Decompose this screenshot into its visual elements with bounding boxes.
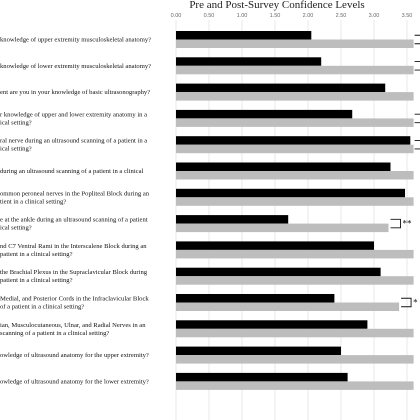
bracket-stub bbox=[415, 35, 420, 44]
bar-black bbox=[176, 347, 341, 356]
bar-gray bbox=[176, 224, 389, 233]
bar-gray bbox=[176, 40, 414, 49]
bars bbox=[176, 31, 414, 390]
category-label: the Brachial Plexus in the Supraclavicular Block during bbox=[0, 269, 148, 277]
bracket-stub bbox=[415, 62, 420, 71]
bar-black bbox=[176, 163, 391, 172]
bar-gray bbox=[176, 381, 414, 390]
bar-gray bbox=[176, 329, 414, 338]
bar-black bbox=[176, 110, 352, 119]
x-tick-label: 2.50 bbox=[335, 13, 347, 19]
bar-black bbox=[176, 215, 288, 224]
category-label: Medial, and Posterior Cords in the Infraclavicular Block bbox=[0, 295, 149, 303]
x-tick-label: 3.50 bbox=[401, 13, 413, 19]
significance-marker: ** bbox=[402, 218, 412, 229]
bar-black bbox=[176, 241, 374, 250]
x-tick-label: 0.00 bbox=[170, 13, 182, 19]
bar-black bbox=[176, 136, 410, 145]
significance-marker: * bbox=[413, 297, 418, 308]
x-tick-label: 3.00 bbox=[368, 13, 380, 19]
bar-gray bbox=[176, 197, 414, 206]
bar-gray bbox=[176, 276, 414, 285]
category-label: knowledge of lower extremity musculoskeletal anatomy? bbox=[0, 62, 152, 70]
bar-black bbox=[176, 189, 405, 198]
bracket-stub bbox=[415, 140, 420, 149]
category-label: patient in a clinical setting? bbox=[0, 250, 73, 258]
bar-gray bbox=[176, 145, 414, 154]
category-label: ical setting? bbox=[0, 119, 32, 127]
x-axis-ticks bbox=[171, 13, 413, 19]
category-label: patient in a clinical setting? bbox=[0, 277, 73, 285]
bar-gray bbox=[176, 118, 414, 127]
x-tick-label: 0.50 bbox=[203, 13, 215, 19]
bar-black bbox=[176, 294, 334, 303]
category-label: owledge of ultrasound anatomy for the lower extremity? bbox=[0, 378, 149, 386]
significance-bracket bbox=[401, 298, 411, 307]
category-label: ral nerve during an ultrasound scanning of a patient in a bbox=[0, 137, 148, 145]
bracket-stub bbox=[415, 114, 420, 123]
significance-bracket bbox=[391, 219, 401, 228]
bar-black bbox=[176, 320, 367, 329]
bar-black bbox=[176, 57, 321, 66]
bar-gray bbox=[176, 171, 414, 180]
category-label: during an ultrasound scanning of a patient in a clinical bbox=[0, 168, 144, 175]
x-tick-label: 1.00 bbox=[236, 13, 248, 19]
category-label: scanning of a patient in a clinical setting? bbox=[0, 329, 110, 337]
category-label: e at the ankle during an ultrasound scanning of a patient bbox=[0, 216, 148, 224]
category-label: ommon peroneal nerves in the Popliteal Block during an bbox=[0, 190, 150, 198]
category-label: ent are you in your knowledge of basic ultrasonography? bbox=[0, 89, 151, 97]
category-label: owledge of ultrasound anatomy for the upper extremity? bbox=[0, 352, 149, 360]
bar-gray bbox=[176, 92, 414, 101]
category-label: knowledge of upper extremity musculoskeletal anatomy? bbox=[0, 36, 152, 44]
category-label: ical setting? bbox=[0, 224, 32, 232]
category-label: r knowledge of upper and lower extremity anatomy in a bbox=[0, 111, 148, 119]
bar-gray bbox=[176, 303, 399, 312]
bar-black bbox=[176, 31, 311, 40]
bar-gray bbox=[176, 250, 414, 259]
chart-title: Pre and Post-Survey Confidence Levels bbox=[189, 0, 365, 11]
x-tick-label: 2.00 bbox=[302, 13, 314, 19]
bar-black bbox=[176, 84, 385, 93]
bar-black bbox=[176, 373, 348, 382]
category-label: ical setting? bbox=[0, 145, 32, 153]
category-label: tient in a clinical setting? bbox=[0, 198, 67, 206]
bar-black bbox=[176, 268, 381, 277]
category-label: nd C7 Ventral Rami in the Interscalene Block during an bbox=[0, 242, 147, 250]
bar-gray bbox=[176, 66, 414, 75]
x-tick-label: 1.50 bbox=[269, 13, 281, 19]
bar-gray bbox=[176, 355, 414, 364]
category-label: of a patient in a clinical setting? bbox=[0, 303, 85, 311]
category-label: ian, Musculocutaneous, Ulnar, and Radial Nerves in an bbox=[0, 321, 146, 329]
category-labels bbox=[0, 37, 151, 386]
